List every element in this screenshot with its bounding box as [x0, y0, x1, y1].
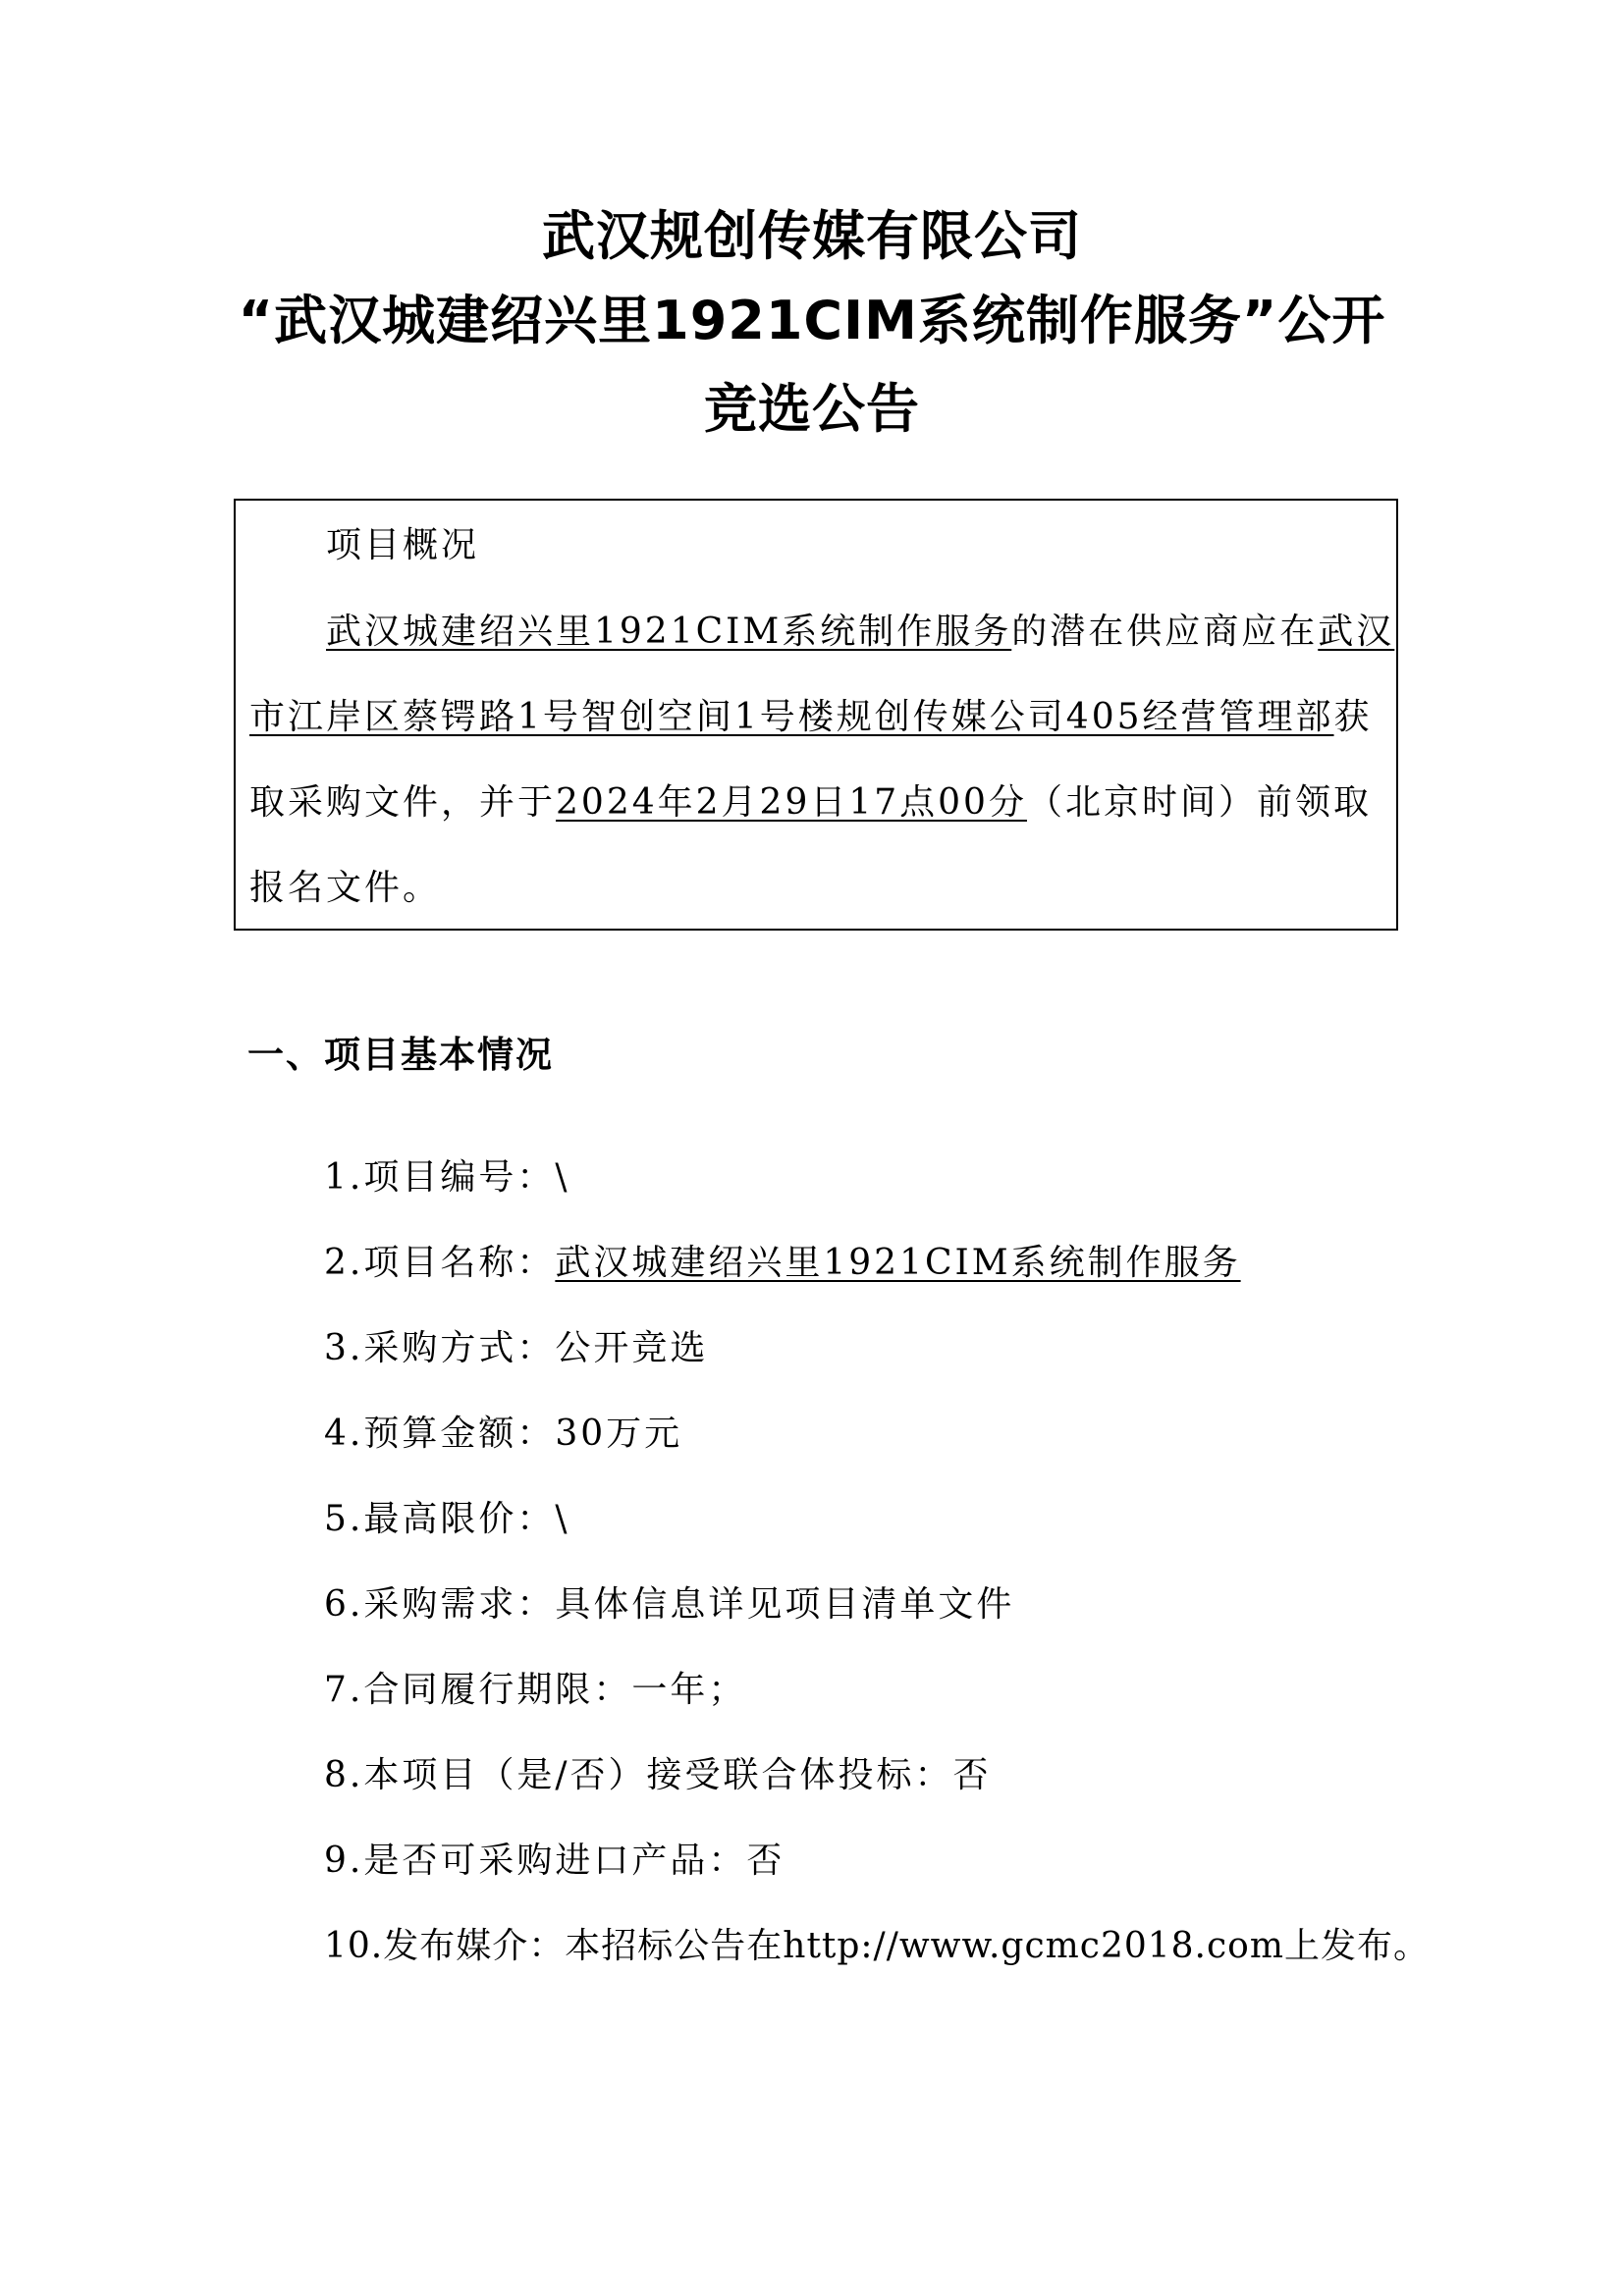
overview-text: （北京时间）前领取: [1026, 782, 1372, 823]
overview-address: 市江岸区蔡锷路1号智创空间1号楼规创传媒公司405经营管理部: [249, 697, 1334, 737]
overview-line-3: [249, 697, 1373, 737]
list-item-consortium: [324, 1755, 992, 1795]
section-heading-basic-info: 一、项目基本情况: [247, 1034, 554, 1076]
item-value: 否: [952, 1755, 992, 1795]
item-value: 武汉城建绍兴里1921CIM系统制作服务: [555, 1243, 1241, 1283]
item-label: 6.采购需求：: [324, 1584, 556, 1625]
overview-line-2: [326, 614, 1394, 650]
item-label: 9.是否可采购进口产品：: [324, 1841, 747, 1881]
item-label: 10.发布媒介：: [324, 1926, 566, 1966]
overview-project-name: 武汉城建绍兴里1921CIM系统制作服务: [326, 612, 1012, 652]
item-label: 7.合同履行期限：: [324, 1670, 632, 1710]
item-value: 30万元: [555, 1414, 683, 1454]
title-project: “武汉城建绍兴里1921CIM系统制作服务”公开: [238, 290, 1386, 351]
item-label: 5.最高限价：: [324, 1499, 556, 1539]
title-company: 武汉规创传媒有限公司: [542, 205, 1082, 267]
overview-line-5: 报名文件。: [249, 868, 442, 908]
item-value: \: [555, 1499, 570, 1539]
item-value: 一年；: [631, 1670, 747, 1710]
item-value: 公开竞选: [555, 1328, 709, 1368]
list-item-imported-products: [324, 1843, 785, 1879]
item-label: 4.预算金额：: [324, 1414, 556, 1454]
item-label: 1.项目编号：: [324, 1157, 556, 1198]
item-value: 本招标公告在http://www.gcmc2018.com上发布。: [565, 1926, 1430, 1966]
list-item-max-price: [324, 1499, 570, 1539]
overview-text: 获: [1333, 697, 1373, 737]
overview-line-4: [249, 782, 1372, 823]
item-value: \: [555, 1157, 570, 1198]
overview-deadline: 2024年2月29日17点00分: [556, 782, 1027, 823]
list-item-contract-term: [324, 1670, 747, 1710]
list-item-procurement-method: [324, 1328, 709, 1368]
item-value: 否: [746, 1841, 785, 1881]
item-value: 具体信息详见项目清单文件: [555, 1584, 1015, 1625]
project-overview-box: [234, 499, 1398, 931]
list-item-budget: [324, 1416, 682, 1452]
item-label: 3.采购方式：: [324, 1328, 556, 1368]
item-label: 8.本项目（是/否）接受联合体投标：: [324, 1755, 953, 1795]
list-item-project-number: [324, 1157, 570, 1198]
list-item-project-name: [324, 1243, 1241, 1283]
list-item-requirements: [324, 1584, 1015, 1625]
item-label: 2.项目名称：: [324, 1243, 556, 1283]
overview-text: 的潜在供应商应在: [1011, 612, 1319, 652]
list-item-publication-media: [324, 1926, 1430, 1966]
overview-heading: 项目概况: [326, 525, 480, 565]
title-announcement: 竞选公告: [704, 378, 920, 440]
overview-address-start: 武汉: [1318, 612, 1395, 652]
overview-text: 取采购文件，并于: [249, 782, 557, 823]
